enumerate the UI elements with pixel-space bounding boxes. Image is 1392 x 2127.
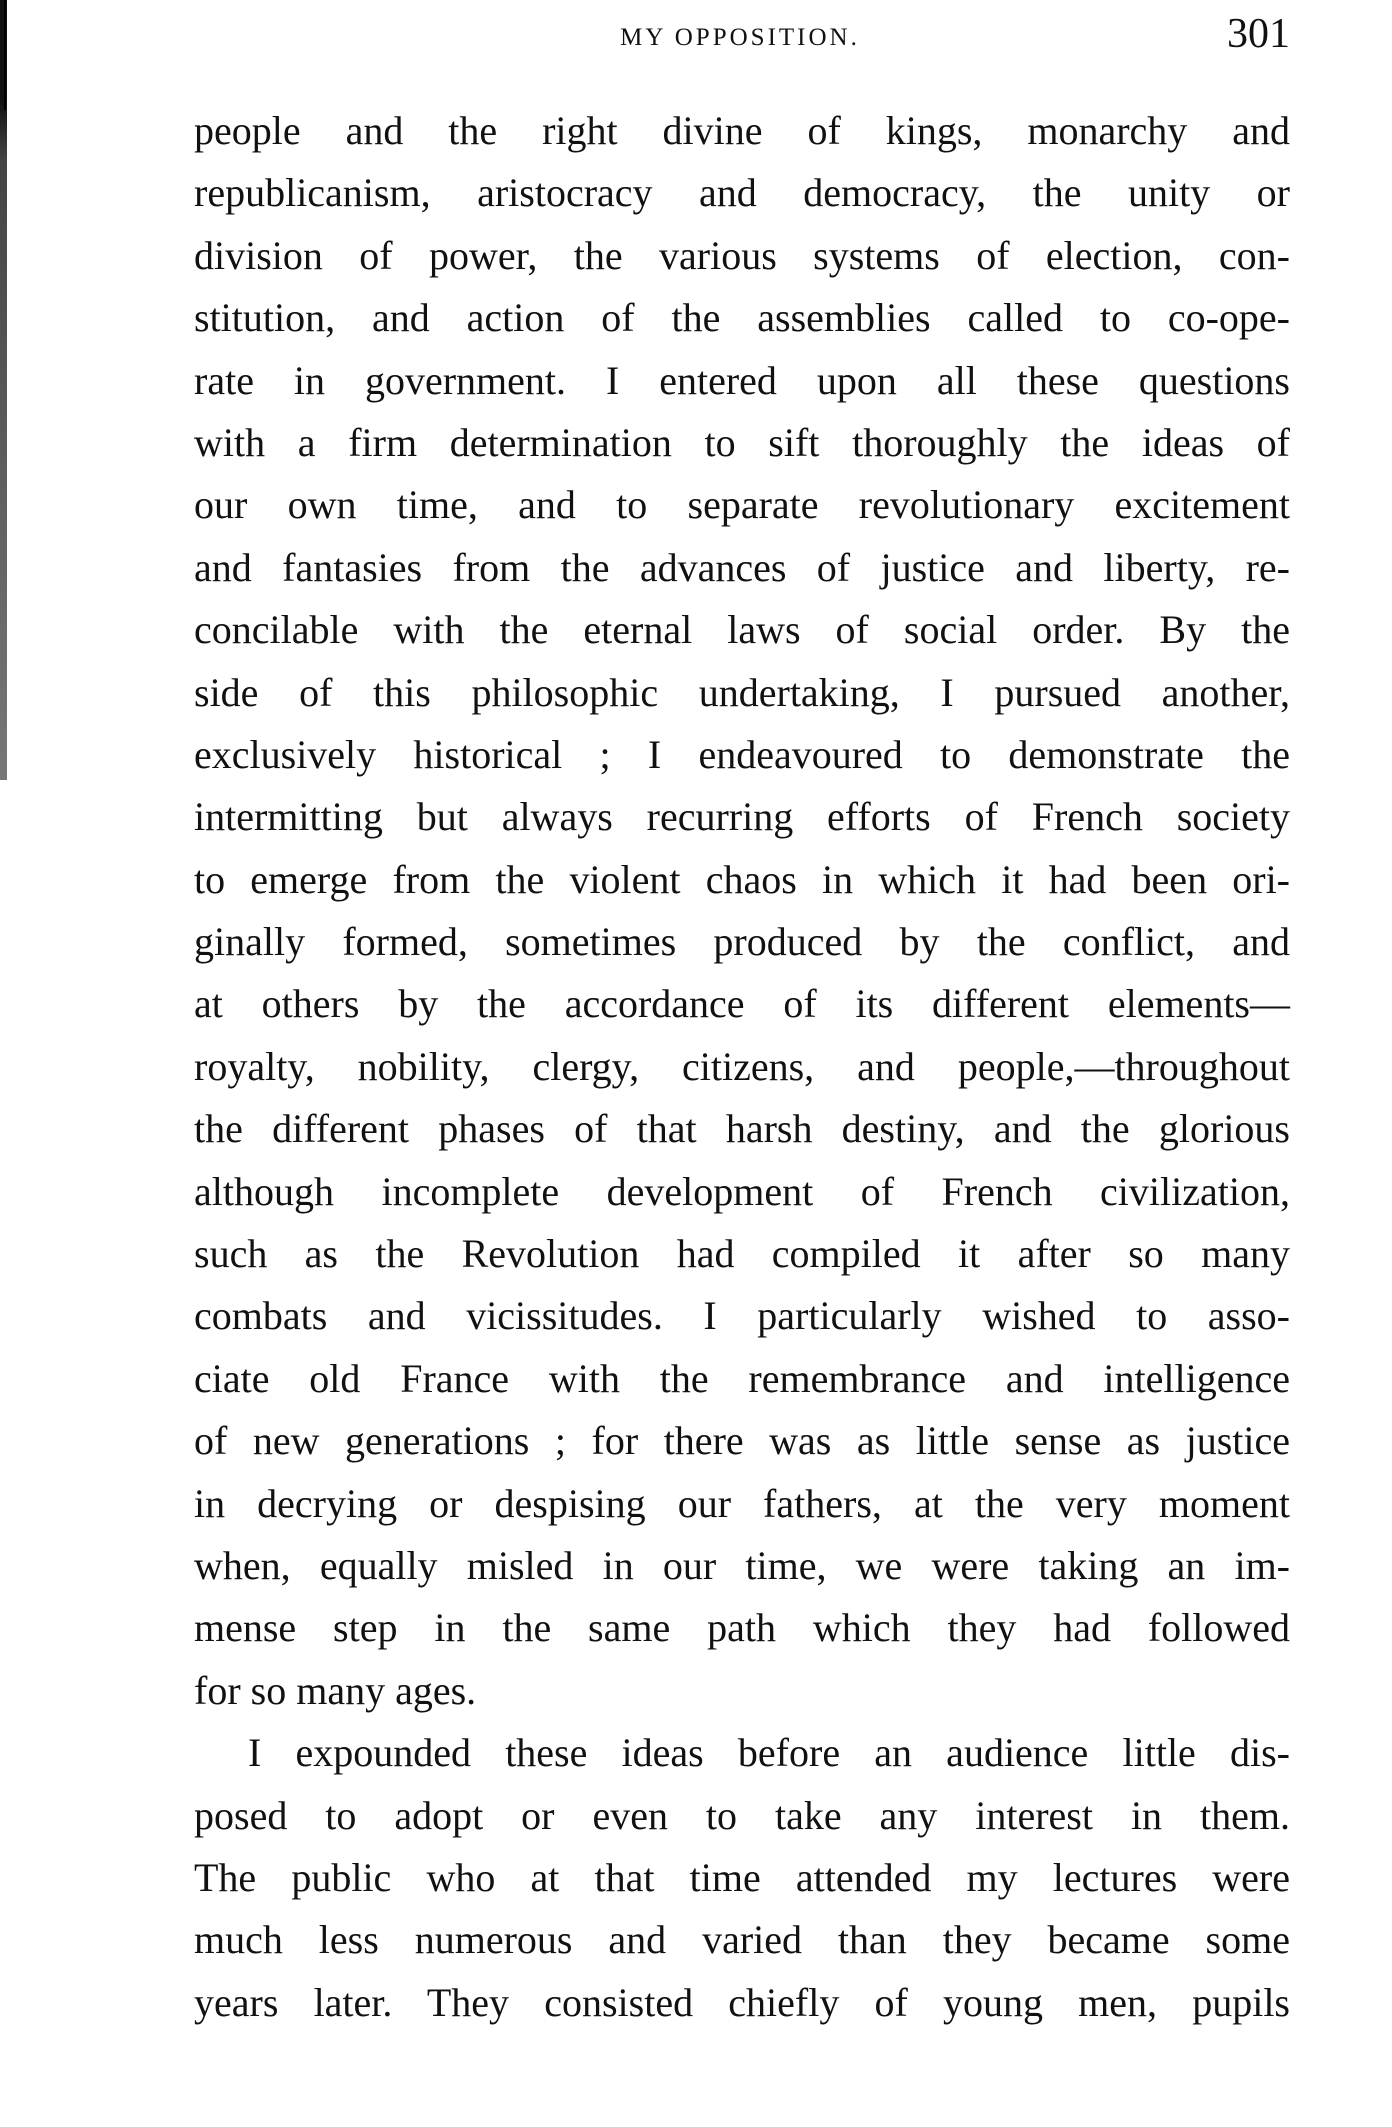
text-line: years later. They consisted chiefly of young men, pupils (194, 1979, 1290, 2025)
text-line: side of this philosophic undertaking, I pursued another, (194, 669, 1290, 715)
text-line: although incomplete development of French civilization, (194, 1168, 1290, 1214)
text-line: ginally formed, sometimes produced by the conflict, and (194, 919, 1290, 965)
text-line: royalty, nobility, clergy, citizens, and people,—throughout (194, 1043, 1290, 1089)
text-line: exclusively historical ; I endeavoured to demonstrate the (194, 731, 1290, 777)
text-line: and fantasies from the advances of justice and liberty, re- (194, 544, 1290, 590)
text-line: concilable with the eternal laws of social order. By the (194, 607, 1290, 653)
text-line: people and the right divine of kings, monarchy and (194, 108, 1290, 153)
text-line: such as the Revolution had compiled it after so many (194, 1231, 1290, 1277)
text-line: of new generations ; for there was as little sense as justice (194, 1418, 1290, 1464)
page-number: 301 (1227, 11, 1290, 57)
paragraph (194, 1722, 1290, 2034)
page-header (190, 10, 1290, 70)
text-line: at others by the accordance of its different elements— (194, 981, 1290, 1027)
text-line: the different phases of that harsh destiny, and the glorious (194, 1106, 1290, 1152)
text-line: in decrying or despising our fathers, at the very moment (194, 1480, 1290, 1526)
text-line: when, equally misled in our time, we were taking an im- (194, 1542, 1290, 1588)
paragraph (194, 100, 1290, 1722)
text-line: The public who at that time attended my lectures were (194, 1854, 1290, 1900)
text-line: mense step in the same path which they had followed (194, 1605, 1290, 1651)
text-line: to emerge from the violent chaos in which it had been ori- (194, 856, 1290, 902)
text-line: rate in government. I entered upon all these questions (194, 357, 1290, 403)
text-line: ciate old France with the remembrance and intelligence (194, 1355, 1290, 1401)
text-line: division of power, the various systems of election, con- (194, 232, 1290, 278)
text-line: for so many ages. (194, 1667, 477, 1713)
text-line: I expounded these ideas before an audience little dis- (248, 1730, 1290, 1776)
text-line: our own time, and to separate revolutionary excitement (194, 482, 1290, 528)
running-title: MY OPPOSITION. (620, 24, 860, 51)
scan-edge-shadow (0, 0, 7, 780)
scan-edge-line (4, 0, 6, 110)
text-line: stitution, and action of the assemblies called to co-ope- (194, 295, 1290, 341)
page-body (194, 100, 1290, 2034)
text-line: republicanism, aristocracy and democracy, the unity or (194, 170, 1290, 216)
text-line: combats and vicissitudes. I particularly wished to asso- (194, 1293, 1290, 1339)
text-line: with a firm determination to sift thoroughly the ideas of (194, 419, 1290, 465)
text-line: much less numerous and varied than they became some (194, 1917, 1290, 1963)
text-line: posed to adopt or even to take any interest in them. (194, 1792, 1290, 1838)
text-line: intermitting but always recurring efforts of French society (194, 794, 1290, 840)
